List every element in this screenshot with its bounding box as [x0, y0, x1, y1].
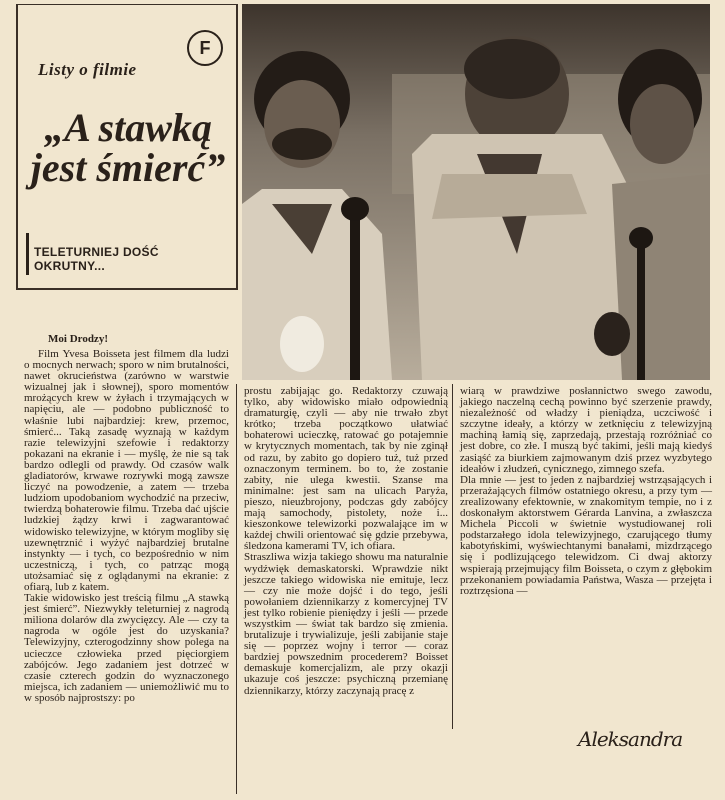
article-greeting: Moi Drodzy! [48, 333, 108, 345]
article-headline: „A stawką jest śmierć” [30, 105, 226, 190]
section-label: Listy o filmie [38, 60, 137, 79]
subhead-bar [26, 233, 29, 275]
article-column-1: Film Yvesa Boisseta jest filmem dla ludzi o mocnych nerwach; sporo w nim brutalności, nawet okrucieństwa (zarówno w warstwie wizualnej jak i słownej), sporo momentów mrożących krew w żyłach i trzymających w napięciu, ale — podobno publiczność to właśnie lubi najbardziej: krew, przemoc, śmierć... Taką zasadę wyznają w każdym razie telewizyjni szefowie i redaktorzy pokazani na ekranie i — myślę, że nie są tak bardzo odlegli od prawdy. Od czasów walk gladiatorów, krwawe rozrywki mogą zawsze liczyć na powodzenie, a zatem — trzeba ludziom upodobaniom wychodzić na przeciw, twierdzą bohaterowie filmu. Trzeba dać ujście ludzkiej żądzy krwi i zagwarantować widowisko telewizyjne, w którym mogliby się uzewnętrznić i wyżyć najbardziej brutalne instynkty — i tych, co bezpośrednio w nim uczestniczą, i tych, co patrząc mogą utożsamiać się z oglądanymi na ekranie: z ofiarą, lub z katem. Takie widowisko jest treścią filmu „A stawką jest śmierć”. Niezwykły teleturniej z nagrodą miliona dolarów dla zwycięzcy. Ale — czy ta nagroda w ogóle jest do uzyskania? Telewizyjny, czterogodzinny show polega na ucieczce człowieka przed pięciorgiem zabójców. Jego zadaniem jest dotrzeć w czasie czterech godzin do wyznaczonego miejsca, ich zadaniem — uniemożliwić mu to w sposób najprostszy: po [24, 348, 229, 704]
column-rule-1 [236, 384, 237, 794]
article-photo [242, 4, 710, 380]
left-border-rule [16, 4, 18, 289]
article-column-2: prostu zabijając go. Redaktorzy czuwają tylko, aby widowisko miało odpowiednią dramaturgię, czyli — aby nie trwało zbyt krótko; trzeba początkowo ułatwiać bohaterowi ucieczkę, ratować go potajemnie w krytycznych momentach, tak by nie zginął od razu, by zabito go dopiero tuż, tuż przed oznaczonym terminem. bo to, że zostanie zabity, nie ulega kwestii. Szanse ma minimalne: jest sam na ulicach Paryża, pieszo, nieuzbrojony, podczas gdy zabójcy mają samochody, pistolety, noże i... kieszonkowe telewizorki pozwalające im w każdej chwili orientować się gdzie przebywa, śledzona kamerami TV, ich ofiara. Straszliwa wizja takiego showu ma naturalnie wydźwięk demaskatorski. Wprawdzie nikt jeszcze takiego widowiska nie emituje, lecz — czy nie może dojść i do tego, jeśli powołaniem dziennikarzy z komercyjnej TV jest tylko robienie pieniędzy i jeśli — przede wszystkim — świat tak bardzo się zmienia. brutalizuje i trywializuje, jeśli zabijanie staje się — poprzez wojny i terror — coraz bardziej powszednim procederem? Boisset demaskuje komercjalizm, ale przy okazji ukazuje coś jeszcze: psychiczną przemianę dziennikarzy, którzy zaczynają pracę z [244, 385, 448, 697]
article-column-3: wiarą w prawdziwe posłannictwo swego zawodu, jakiego naczelną cechą powinno być szerzenie prawdy, niezależność od władzy i pieniądza, uczciwość i szczytne ideały, a którzy w zetknięciu z telewizyjną machiną łamią się, zaprzedają, przestają rozróżniać co jest dobre, co złe. I muszą być takimi, jeśli mają kiedyś zasiąść za biurkiem zajmowanym dziś przez wyzbytego ideałów i złudzeń, cynicznego, zimnego szefa. Dla mnie — jest to jeden z najbardziej wstrząsających i przerażających filmów ostatniego okresu, a przy tym — zrealizowany efektownie, w znakomitym tempie, no i z doskonałym aktorstwem Gérarda Lanvina, a zwłaszcza Michela Piccoli w świetnie wystudiowanej roli podstarzałego idola telewizyjnego, czarującego tłumy kabotyńskimi, wyświechtanymi banałami, mizdrzącego się i podlizującego telewidzom. Ci dwaj aktorzy wspierają przejmujący film Boisseta, o czym z głębokim przekonaniem powiadamia Państwa, Wasza — przejęta i roztrzęsiona — [460, 385, 712, 597]
column-rule-2 [452, 384, 453, 729]
header-bottom-rule [16, 288, 238, 290]
article-subhead: TELETURNIEJ DOŚĆ OKRUTNY... [34, 245, 159, 273]
author-signature: Aleksandra [578, 727, 683, 751]
header-top-rule [16, 4, 238, 5]
section-letter-badge: F [187, 30, 223, 66]
header-right-rule [236, 4, 238, 289]
photo-illustration [242, 4, 710, 380]
